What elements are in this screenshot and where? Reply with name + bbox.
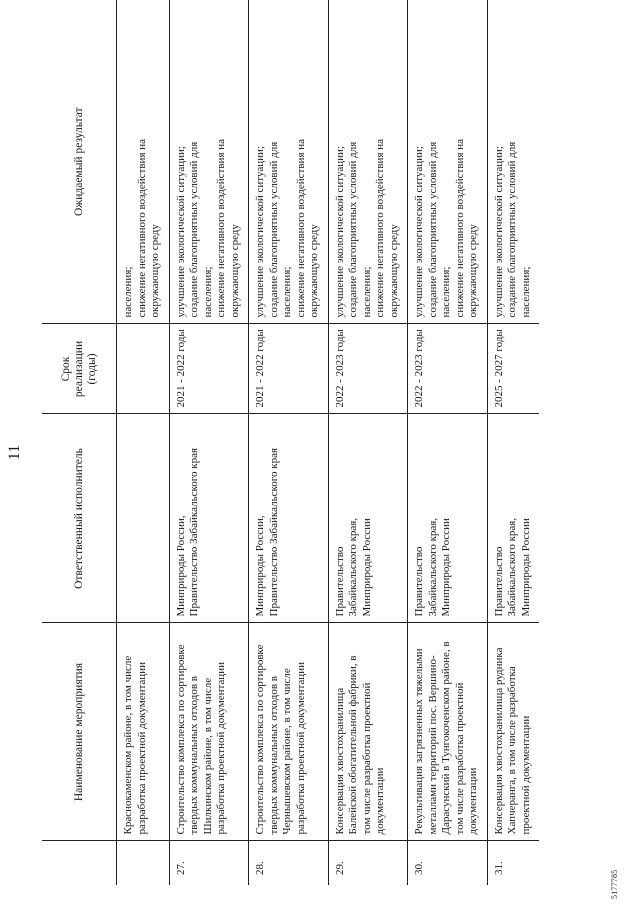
row-number: 30.: [408, 841, 488, 885]
term: 2022 - 2023 годы: [328, 324, 408, 414]
expected-result: [117, 0, 170, 324]
header-term-line: Срок: [59, 356, 72, 382]
term: 2022 - 2023 годы: [408, 324, 488, 414]
measure-name: [249, 623, 329, 841]
measure-name: [487, 623, 539, 841]
expected-result-line: окружающую среду: [387, 224, 400, 318]
measures-table: [42, 0, 539, 885]
table-row: [328, 0, 408, 885]
measure-name-line: Консервация хвостохранилища: [333, 687, 346, 835]
header-result: Ожидаемый результат: [42, 0, 117, 324]
table-row: [169, 0, 249, 885]
measure-name: [117, 623, 170, 841]
document-code: 5177785: [610, 869, 619, 899]
measure-name-line: твердых коммунальных отходов в: [267, 676, 280, 835]
expected-result-line: снижение негативного воздействия на: [374, 138, 386, 318]
table-row: [117, 0, 170, 885]
expected-result-line: населения;: [519, 266, 532, 318]
measure-name-line: Шилкинском районе, в том числе: [201, 677, 214, 835]
executor-line: Правительство Забайкальского края: [267, 447, 280, 617]
measure-name-line: разработка проектной документации: [135, 662, 148, 835]
expected-result-line: снижение негативного воздействия на: [294, 138, 307, 318]
executor: [117, 414, 170, 623]
executor-line: Минприроды России: [440, 518, 452, 617]
header-term-line: реализации: [72, 340, 85, 398]
executor-line: Правительство: [333, 546, 346, 617]
measure-name-line: документации: [467, 767, 479, 835]
term: 2021 - 2022 годы: [169, 324, 249, 414]
executor-line: Забайкальского края,: [347, 517, 359, 617]
table-body: [117, 0, 540, 885]
expected-result-line: создание благоприятных условий для: [267, 141, 280, 318]
expected-result-line: населения;: [360, 266, 373, 318]
row-number: 29.: [328, 841, 408, 885]
measure-name-line: Хапчеранга, в том числе разработка: [506, 666, 518, 835]
executor-line: Минприроды России: [519, 518, 532, 617]
expected-result-line: улучшение экологической ситуации;: [174, 146, 187, 318]
expected-result-line: окружающую среду: [467, 224, 479, 318]
executor-line: Минприроды России,: [174, 515, 187, 617]
executor: [408, 414, 488, 623]
row-number: 27.: [169, 841, 249, 885]
header-executor: Ответственный исполнитель: [42, 414, 117, 623]
term: 2025 - 2027 годы: [487, 324, 539, 414]
header-measure-name: Наименование мероприятия: [42, 623, 117, 841]
executor-line: Забайкальского края,: [426, 517, 439, 617]
header-term: [42, 324, 117, 414]
measure-name-line: Балейской обогатительной фабрики, в: [347, 655, 359, 835]
measure-name-line: документации: [374, 767, 386, 835]
measure-name-line: Консервация хвостохранилища рудника: [492, 647, 505, 835]
expected-result-line: улучшение экологической ситуации;: [254, 146, 266, 318]
expected-result-line: улучшение экологической ситуации;: [333, 146, 346, 318]
measure-name-line: Строительство комплекса по сортировке: [174, 644, 187, 835]
executor: [328, 414, 408, 623]
executor: [169, 414, 249, 623]
measure-name-line: Чернышевском районе, в том числе: [281, 668, 293, 835]
table-row: [249, 0, 329, 885]
expected-result: [249, 0, 329, 324]
row-number: 28.: [249, 841, 329, 885]
measure-name-line: Краснокаменском районе, в том числе: [122, 655, 134, 835]
expected-result-line: снижение негативного воздействия на: [215, 138, 227, 318]
table-row: [408, 0, 488, 885]
expected-result-line: населения;: [281, 266, 293, 318]
row-number: 31.: [492, 861, 505, 875]
header-number: [42, 841, 117, 885]
measure-name-line: Дарасунский в Тунгокоченском районе, в: [440, 641, 452, 835]
page-number: 11: [6, 444, 23, 461]
expected-result-line: окружающую среду: [228, 224, 241, 318]
executor: [249, 414, 329, 623]
expected-result-line: создание благоприятных условий для: [347, 141, 359, 318]
measure-name: [408, 623, 488, 841]
measure-name-line: металлами территорий пос. Вершино-: [426, 655, 439, 835]
expected-result-line: окружающую среду: [149, 224, 161, 318]
executor-line: Забайкальского края,: [506, 517, 518, 617]
executor: [487, 414, 539, 623]
term: 2021 - 2022 годы: [249, 324, 329, 414]
expected-result: [487, 0, 539, 324]
expected-result-line: населения;: [122, 266, 134, 318]
expected-result-line: улучшение экологической ситуации;: [413, 146, 425, 318]
expected-result: [169, 0, 249, 324]
expected-result-line: создание благоприятных условий для: [188, 141, 200, 318]
executor-line: Минприроды России,: [254, 515, 266, 617]
executor-line: Правительство: [413, 546, 425, 617]
expected-result-line: населения;: [201, 266, 214, 318]
expected-result-line: населения;: [440, 266, 452, 318]
table-header-row: [42, 0, 117, 885]
measure-name-line: Рекультивация загрязненных тяжелыми: [413, 648, 425, 835]
term: [117, 324, 170, 414]
measure-name: [328, 623, 408, 841]
measure-name-line: проектной документации: [519, 715, 532, 835]
executor-line: Минприроды России: [360, 518, 373, 617]
header-term-line: (годы): [85, 353, 98, 385]
measure-name-line: том числе разработка проектной: [360, 682, 373, 835]
measure-name-line: разработка проектной документации: [215, 662, 227, 835]
measure-name-line: твердых коммунальных отходов в: [188, 676, 200, 835]
executor-line: Правительство: [492, 546, 505, 617]
measure-name-line: Строительство комплекса по сортировке: [254, 644, 266, 835]
expected-result: [328, 0, 408, 324]
executor-line: Правительство Забайкальского края: [188, 447, 200, 617]
expected-result-line: улучшение экологической ситуации;: [492, 146, 505, 318]
row-number: [117, 841, 170, 885]
measure-name: [169, 623, 249, 841]
expected-result-line: снижение негативного воздействия на: [135, 138, 148, 318]
expected-result-line: создание благоприятных условий для: [426, 141, 439, 318]
expected-result-line: снижение негативного воздействия на: [453, 138, 466, 318]
measure-name-line: том числе разработка проектной: [453, 682, 466, 835]
expected-result-line: окружающую среду: [308, 224, 320, 318]
table-row: [487, 0, 539, 885]
expected-result: [408, 0, 488, 324]
measure-name-line: разработка проектной документации: [294, 662, 307, 835]
expected-result-line: создание благоприятных условий для: [506, 141, 518, 318]
